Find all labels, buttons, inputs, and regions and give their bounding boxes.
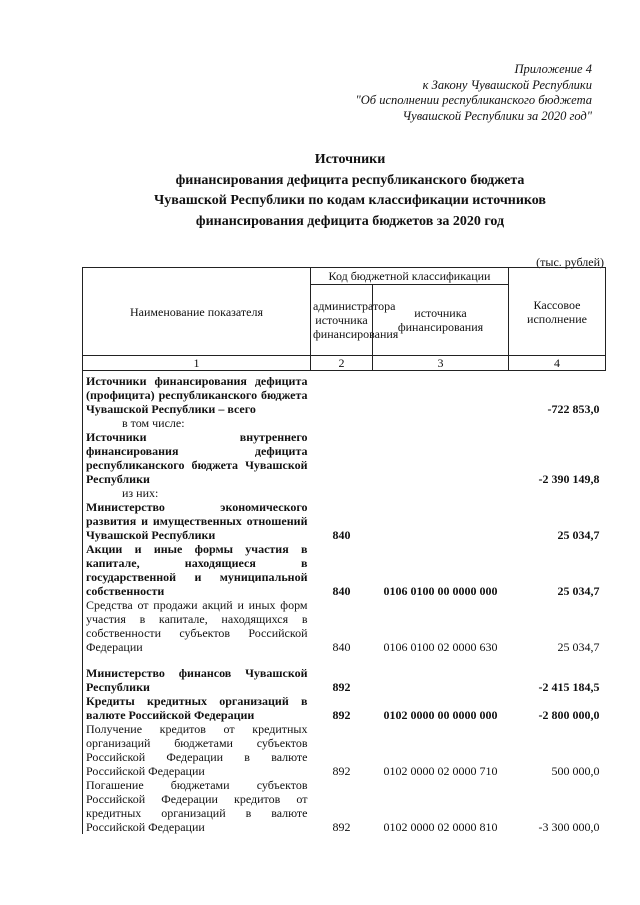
title-line: Источники [314, 152, 386, 167]
row-source-code [373, 500, 509, 542]
row-name: Министерство экономического развития и имущественных отношений Чувашской Республики [83, 500, 311, 542]
row-source-code [373, 371, 509, 417]
row-source-code: 0102 0000 00 0000 000 [383, 708, 498, 722]
column-number: 4 [509, 356, 606, 371]
table-row [83, 430, 606, 486]
appendix-line: к Закону Чувашской Республики [422, 77, 592, 92]
row-source-code [373, 666, 509, 694]
title-line: финансирования дефицита бюджетов за 2020 год [195, 213, 505, 229]
row-name: из них: [83, 486, 311, 500]
header-amount: Кассовое исполнение [509, 268, 606, 356]
row-amount: -2 415 184,5 [538, 680, 600, 694]
title-line: финансирования дефицита республиканского бюджета [175, 172, 525, 188]
sources-table [82, 267, 606, 834]
row-admin-code [311, 371, 373, 417]
row-amount: -2 800 000,0 [538, 708, 600, 722]
row-admin-code: 892 [332, 680, 351, 694]
header-source: источника финансирования [373, 285, 509, 356]
row-amount: -2 390 149,8 [538, 472, 600, 486]
row-amount: 25 034,7 [557, 640, 600, 654]
row-amount: -3 300 000,0 [538, 820, 600, 834]
table-row [83, 542, 606, 598]
table-row [83, 598, 606, 654]
row-name: Средства от продажи акций и иных форм участия в капитале, находящихся в собственности субъектов Российской Федерации [83, 598, 311, 654]
row-source-code: 0106 0100 02 0000 630 [383, 640, 498, 654]
column-number: 2 [311, 356, 373, 371]
column-number: 3 [373, 356, 509, 371]
row-name: Погашение бюджетами субъектов Российской Федерации кредитов от кредитных организаций в валюте Российской Федерации [83, 778, 311, 834]
row-source-code: 0102 0000 02 0000 710 [383, 764, 498, 778]
table-row [83, 416, 606, 430]
row-admin-code [311, 430, 373, 486]
row-name: Получение кредитов от кредитных организаций бюджетами субъектов Российской Федерации в валюте Российской Федерации [83, 722, 311, 778]
column-number-row [83, 356, 606, 371]
appendix-line: "Об исполнении республиканского бюджета [355, 93, 592, 107]
appendix-line: Приложение 4 [514, 62, 592, 76]
appendix-header [292, 62, 592, 124]
row-name: Кредиты кредитных организаций в валюте Российской Федерации [83, 694, 311, 722]
row-admin-code: 892 [332, 708, 351, 722]
table-row [83, 666, 606, 694]
row-source-code [373, 430, 509, 486]
row-name: Акции и иные формы участия в капитале, находящиеся в государственной и муниципальной собственности [83, 542, 311, 598]
row-name: Источники финансирования дефицита (профицита) республиканского бюджета Чувашской Республики – всего [83, 371, 311, 417]
row-admin-code: 840 [332, 528, 351, 542]
table-row [83, 371, 606, 417]
row-amount: 500 000,0 [551, 764, 600, 778]
table-row [83, 778, 606, 834]
row-source-code: 0102 0000 02 0000 810 [383, 820, 498, 834]
table-row [83, 486, 606, 500]
column-number: 1 [83, 356, 311, 371]
appendix-line: Чувашской Республики за 2020 год" [402, 108, 592, 123]
table-row [83, 694, 606, 722]
row-admin-code: 892 [332, 820, 351, 834]
row-admin-code: 892 [332, 764, 351, 778]
title-line: Чувашской Республики по кодам классификации источников [154, 193, 546, 208]
row-amount: 25 034,7 [557, 584, 600, 598]
document-title [60, 150, 640, 232]
row-amount: -722 853,0 [547, 402, 600, 416]
table-row [83, 722, 606, 778]
row-amount: 25 034,7 [557, 528, 600, 542]
row-name: Источники внутреннего финансирования дефицита республиканского бюджета Чувашской Республики [83, 430, 311, 486]
row-name: Министерство финансов Чувашской Республики [83, 666, 311, 694]
row-name: в том числе: [83, 416, 311, 430]
units-label: (тыс. рублей) [536, 255, 604, 269]
header-admin: администратора источника финансирования [311, 285, 373, 356]
header-name: Наименование показателя [83, 268, 311, 356]
row-source-code: 0106 0100 00 0000 000 [383, 584, 498, 598]
spacer-row [83, 654, 606, 666]
header-code-group: Код бюджетной классификации [311, 268, 509, 285]
row-admin-code: 840 [332, 640, 351, 654]
row-admin-code: 840 [332, 584, 351, 598]
table-row [83, 500, 606, 542]
